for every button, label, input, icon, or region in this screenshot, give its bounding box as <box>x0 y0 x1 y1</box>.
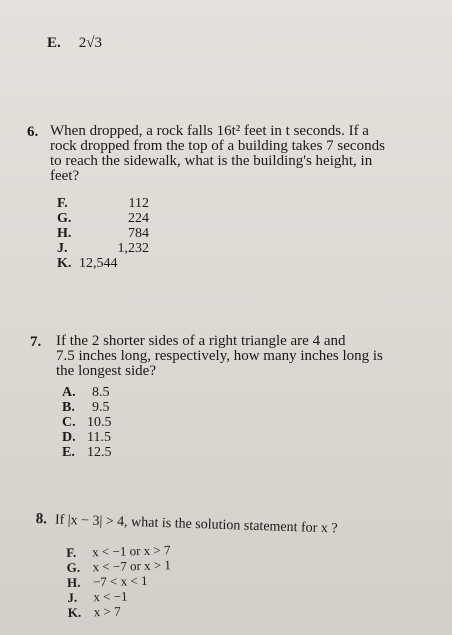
answer-choice[interactable] <box>57 241 149 256</box>
choice-value: x > 7 <box>93 603 121 620</box>
stem-line: rock dropped from the top of a building takes 7 seconds <box>50 138 385 154</box>
choice-letter: B. <box>62 400 75 415</box>
choice-letter: D. <box>62 430 76 445</box>
choice-letter: G. <box>66 559 81 575</box>
question-stem: If |x − 3| > 4, what is the solution statement for x ? <box>54 512 338 537</box>
choice-value: 12,544 <box>79 256 118 271</box>
question-stem <box>56 334 436 379</box>
choice-value: 1,232 <box>117 241 149 256</box>
choice-letter: G. <box>57 211 72 226</box>
stem-line: When dropped, a rock falls 16t² feet in t seconds. If a <box>50 123 369 139</box>
stem-line: If the 2 shorter sides of a right triangle are 4 and <box>56 333 346 349</box>
choice-letter: K. <box>67 604 82 620</box>
choice-letter: J. <box>57 241 68 256</box>
choice-value: 11.5 <box>87 430 111 445</box>
choice-letter: H. <box>66 574 81 590</box>
stem-line: to reach the sidewalk, what is the building's height, in <box>50 153 373 169</box>
choice-letter: F. <box>66 544 77 560</box>
choice-letter: A. <box>62 385 76 400</box>
choice-value: x < −1 or x > 7 <box>91 542 171 560</box>
choice-value: 10.5 <box>87 415 112 430</box>
question-number: 6. <box>27 124 39 140</box>
choice-value: 9.5 <box>92 400 110 415</box>
stem-line: feet? <box>50 168 80 184</box>
choice-value: 12.5 <box>87 445 112 460</box>
answer-choice[interactable] <box>68 602 173 620</box>
answer-choice[interactable] <box>62 430 112 445</box>
choice-value: x < −1 <box>93 588 128 605</box>
choice-value: 112 <box>128 196 149 211</box>
choice-value: 224 <box>128 211 149 226</box>
choice-letter: H. <box>57 226 72 241</box>
answer-choice[interactable] <box>57 196 149 211</box>
question-stem <box>50 124 430 184</box>
answer-choice[interactable] <box>62 400 112 415</box>
answer-choice[interactable] <box>62 385 112 400</box>
answer-choice[interactable] <box>57 256 149 271</box>
answer-choices <box>57 196 149 271</box>
choice-letter: E. <box>47 35 61 51</box>
answer-choice[interactable] <box>57 211 149 226</box>
choice-letter: C. <box>62 415 76 430</box>
question-stem-row <box>35 511 337 537</box>
answer-choice[interactable] <box>62 415 112 430</box>
choice-value: x < −7 or x > 1 <box>92 557 172 575</box>
stem-line: the longest side? <box>56 363 156 379</box>
choice-value: 8.5 <box>92 385 110 400</box>
choice-value: 784 <box>128 226 149 241</box>
choice-letter: K. <box>57 256 72 271</box>
choice-value: −7 < x < 1 <box>92 572 148 590</box>
answer-choice[interactable] <box>57 226 149 241</box>
stem-line: 7.5 inches long, respectively, how many inches long is <box>56 348 383 364</box>
answer-choices <box>62 385 112 460</box>
choice-letter: E. <box>62 445 75 460</box>
choice-letter: J. <box>67 589 78 605</box>
question-number: 7. <box>30 334 42 350</box>
answer-choice[interactable] <box>62 445 112 460</box>
answer-choices <box>66 542 172 620</box>
choice-letter: F. <box>57 196 68 211</box>
previous-answer-choice <box>47 35 102 52</box>
question-number: 8. <box>35 511 48 528</box>
choice-value: 2√3 <box>78 35 102 51</box>
